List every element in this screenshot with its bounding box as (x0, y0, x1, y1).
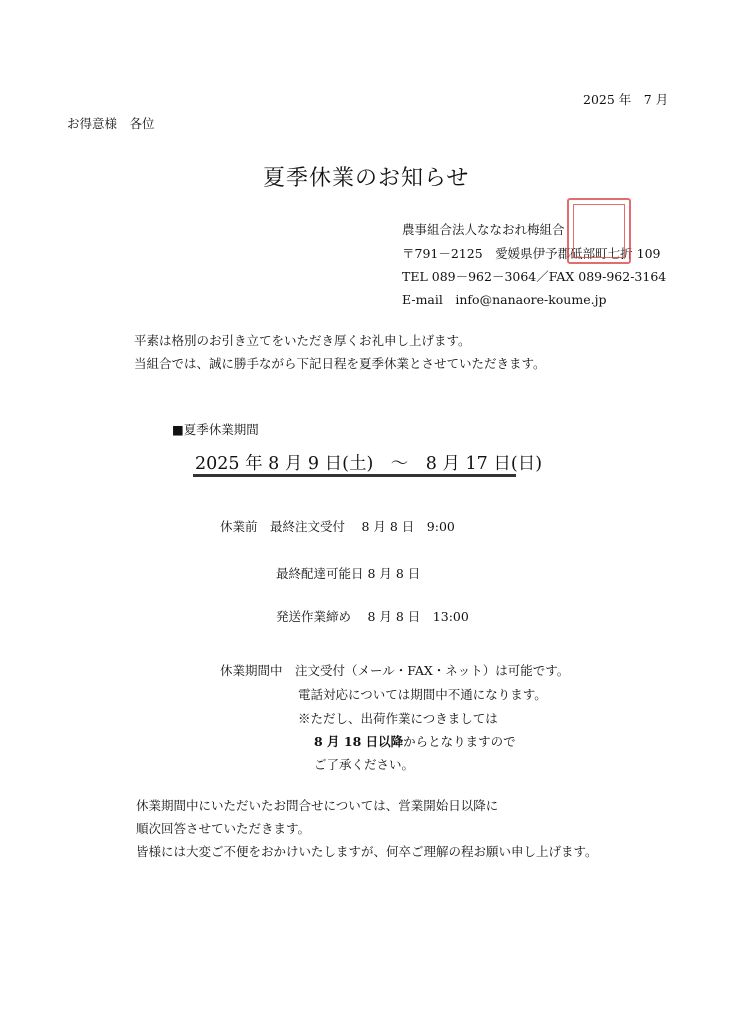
during-line-4 (314, 732, 516, 750)
holiday-period-range: 2025 年 8 月 9 日(土) ～ 8 月 17 日(日) (195, 454, 543, 474)
company-seal-icon (567, 198, 631, 264)
during-line-3: ※ただし、出荷作業につきましては (298, 711, 498, 726)
greeting-line-1: 平素は格別のお引き立てをいただき厚くお礼申し上げます。 (134, 333, 471, 348)
during-line-1: 休業期間中 注文受付（メール・FAX・ネット）は可能です。 (220, 663, 570, 678)
resume-date-bold: 8 月 18 日以降 (314, 734, 404, 749)
greeting-line-2: 当組合では、誠に勝手ながら下記日程を夏季休業とさせていただきます。 (134, 356, 546, 371)
during-line-2: 電話対応については期間中不通になります。 (298, 687, 547, 702)
closing-line-3: 皆様には大変ご不便をおかけいたしますが、何卒ご理解の程お願い申し上げます。 (136, 844, 598, 859)
document-date: 2025 年 7 月 (583, 92, 669, 107)
sender-email: E-mail info@nanaore-koume.jp (402, 292, 607, 307)
recipient: お得意様 各位 (67, 116, 155, 131)
closing-line-1: 休業期間中にいただいたお問合せについては、営業開始日以降に (136, 798, 499, 813)
closing-line-2: 順次回答させていただきます。 (136, 821, 311, 836)
last-order-line: 休業前 最終注文受付 8 月 8 日 9:00 (220, 519, 455, 534)
during-line-5: ご了承ください。 (314, 757, 415, 772)
period-underline (193, 474, 516, 477)
page-title: 夏季休業のお知らせ (263, 166, 470, 191)
during-line-4-rest: からとなりますので (403, 734, 516, 749)
seal-inner-border (573, 204, 625, 258)
period-heading: ■夏季休業期間 (172, 422, 259, 437)
sender-tel-fax: TEL 089－962－3064／FAX 089-962-3164 (402, 269, 667, 284)
last-delivery-line: 最終配達可能日 8 月 8 日 (276, 566, 421, 581)
sender-address: 〒791－2125 愛媛県伊予郡砥部町七折 109 (402, 246, 661, 261)
sender-name: 農事組合法人ななおれ梅組合 (402, 222, 565, 237)
shipping-cutoff-line: 発送作業締め 8 月 8 日 13:00 (276, 609, 469, 624)
